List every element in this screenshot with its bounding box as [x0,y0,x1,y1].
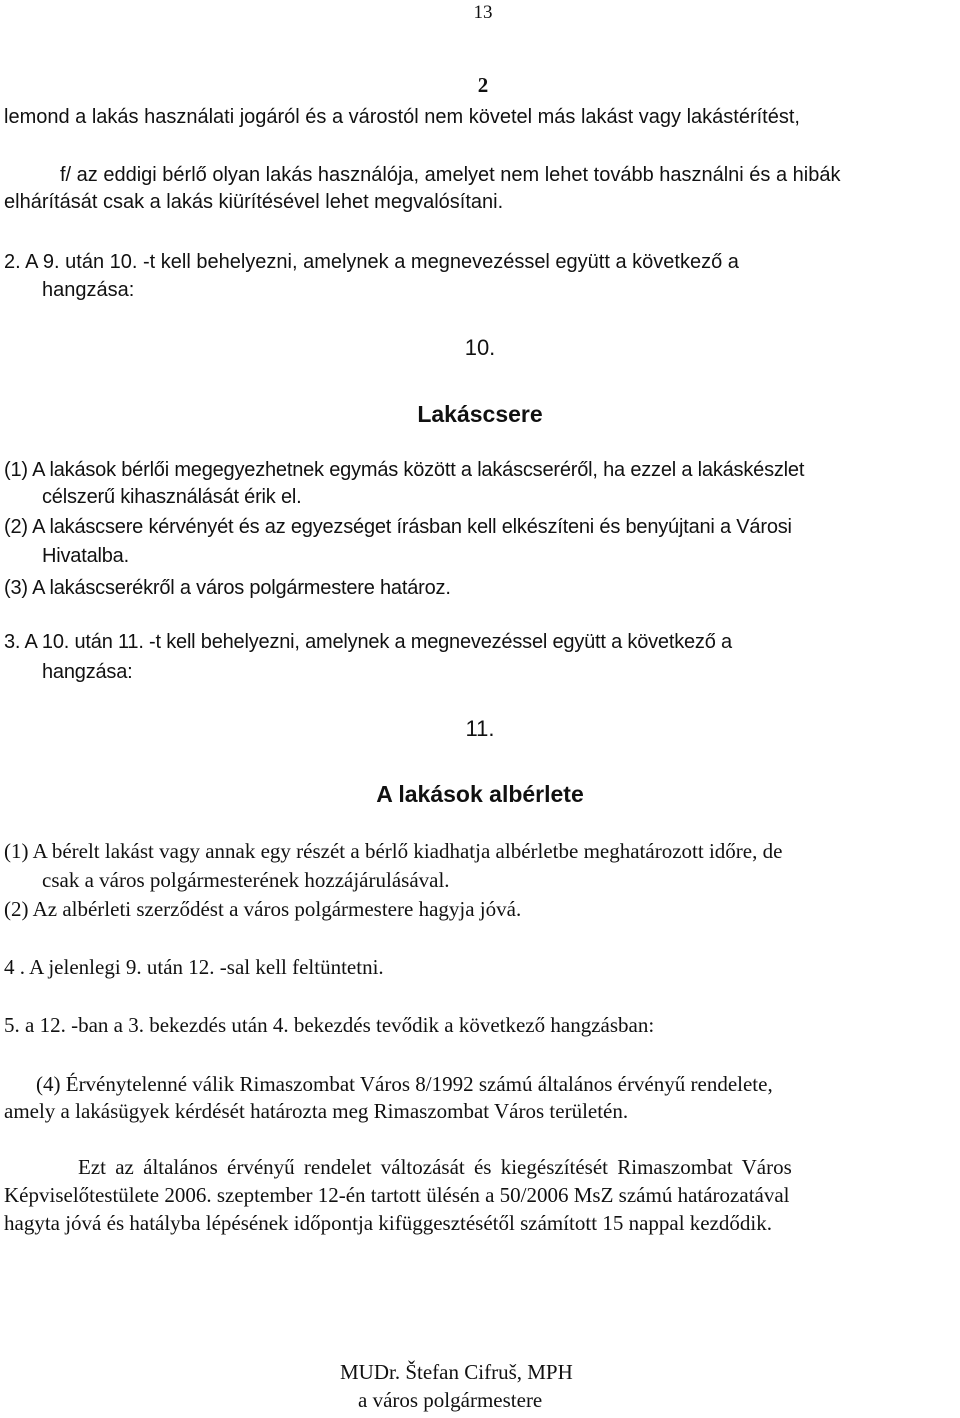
amendment-line: hangzása: [42,661,133,683]
signature-name: MUDr. Štefan Cifruš, MPH [340,1360,573,1384]
paragraph-line: Hivatalba. [42,545,129,567]
section-title: Lakáscsere [417,401,543,427]
section-title: A lakások albérlete [376,781,584,807]
amendment-line: 5. a 12. -ban a 3. bekezdés után 4. bekezdés tevődik a következő hangzásban: [4,1013,655,1037]
paragraph-line: csak a város polgármesterének hozzájárulásával. [42,868,450,892]
signature-role: a város polgármestere [358,1388,543,1412]
section-number: 11. [465,716,495,741]
clause-line: amely a lakásügyek kérdését határozta meg Rimaszombat Város területén. [4,1099,629,1123]
amendment-line: 3. A 10. után 11. -t kell behelyezni, amelynek a megnevezéssel együtt a következő a [4,631,732,653]
text-line: 2. A 9. után 10. -t kell behelyezni, amelynek a megnevezéssel együtt a következő a [4,251,739,273]
paragraph-line: (2) A lakáscsere kérvényét és az egyezséget írásban kell elkészíteni és benyújtani a Városi [4,516,792,538]
paragraph-line: (2) Az albérleti szerződést a város polgármestere hagyja jóvá. [4,897,522,921]
paragraph-line: (3) A lakáscserékről a város polgármestere határoz. [4,577,451,599]
subpage-number: 2 [477,73,489,97]
paragraph-line: (1) A lakások bérlői megegyezhetnek egymás között a lakáscseréről, ha ezzel a lakáskészlet [4,459,805,481]
text-line: hangzása: [42,279,135,301]
text-line: elhárítását csak a lakás kiürítésével lehet megvalósítani. [4,191,504,213]
closing-line: hagyta jóvá és hatályba lépésének időpontja kifüggesztésétől számított 15 nappal kezdődik. [4,1211,773,1235]
closing-line: Képviselőtestülete 2006. szeptember 12-én tartott ülésén a 50/2006 MsZ számú határozatával [4,1183,790,1207]
paragraph-line: célszerű kihasználását érik el. [42,486,302,508]
page-number: 13 [473,2,493,23]
closing-line: Ezt az általános érvényű rendelet változását és kiegészítését Rimaszombat Város [78,1155,792,1179]
section-number: 10. [464,335,496,360]
paragraph-line: (1) A bérelt lakást vagy annak egy részét a bérlő kiadhatja albérletbe meghatározott időre, de [4,839,783,863]
text-line: f/ az eddigi bérlő olyan lakás használója, amelyet nem lehet tovább használni és a hibák [60,164,841,186]
amendment-line: 4 . A jelenlegi 9. után 12. -sal kell feltüntetni. [4,955,384,979]
text-line: lemond a lakás használati jogáról és a várostól nem követel más lakást vagy lakástérítést, [4,106,800,128]
clause-line: (4) Érvénytelenné válik Rimaszombat Város 8/1992 számú általános érvényű rendelete, [36,1072,773,1096]
